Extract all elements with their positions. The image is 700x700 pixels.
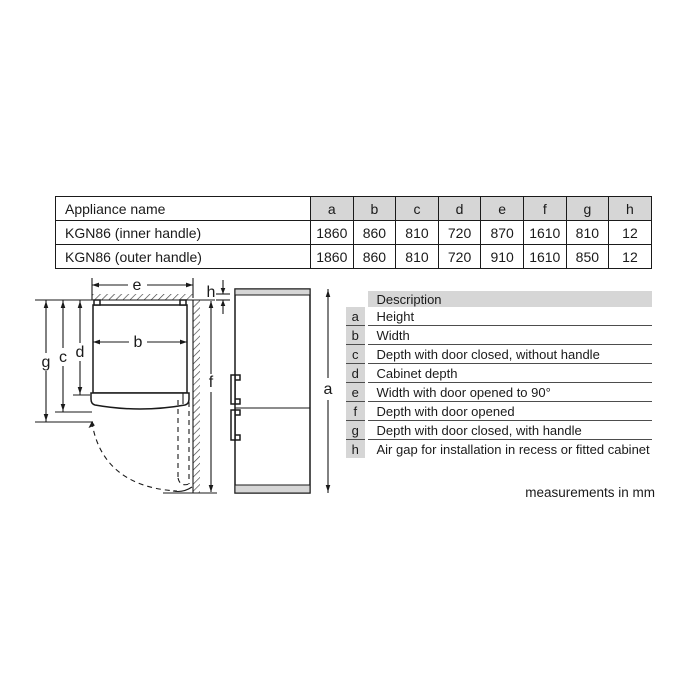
dim-description: Depth with door opened xyxy=(366,402,652,421)
appliance-spec-table xyxy=(55,196,652,269)
value-c: 810 xyxy=(396,221,439,245)
value-a: 1860 xyxy=(311,245,354,269)
description-row-h xyxy=(346,440,652,459)
description-row-b xyxy=(346,326,652,345)
dim-key: a xyxy=(346,307,366,326)
spec-header-row xyxy=(56,197,652,221)
dim-label-e: e xyxy=(132,277,142,294)
description-header-label: Description xyxy=(366,291,652,307)
dim-label-f: f xyxy=(208,374,214,391)
value-e: 910 xyxy=(481,245,524,269)
measurements-unit-note: measurements in mm xyxy=(525,485,655,500)
dimension-h xyxy=(207,280,230,314)
spec-header-b: b xyxy=(353,197,396,221)
dimension-d xyxy=(73,300,90,395)
dim-description: Depth with door closed, without handle xyxy=(366,345,652,364)
value-b: 860 xyxy=(353,221,396,245)
dim-key: c xyxy=(346,345,366,364)
dim-key: g xyxy=(346,421,366,440)
value-d: 720 xyxy=(438,221,481,245)
dim-description: Height xyxy=(366,307,652,326)
spec-header-a: a xyxy=(311,197,354,221)
dimension-f xyxy=(209,301,214,492)
fridge-front-view xyxy=(231,289,310,493)
value-g: 810 xyxy=(566,221,609,245)
value-e: 870 xyxy=(481,221,524,245)
description-header-key-cell xyxy=(346,291,366,307)
dim-label-c: c xyxy=(59,349,67,366)
value-h: 12 xyxy=(609,245,652,269)
dim-key: h xyxy=(346,440,366,459)
description-row-e xyxy=(346,383,652,402)
door-swing-arc xyxy=(89,400,193,492)
description-row-a xyxy=(346,307,652,326)
dim-description: Cabinet depth xyxy=(366,364,652,383)
dim-description: Air gap for installation in recess or fitted cabinet xyxy=(376,441,650,457)
description-row-f xyxy=(346,402,652,421)
spec-header-g: g xyxy=(566,197,609,221)
value-c: 810 xyxy=(396,245,439,269)
value-a: 1860 xyxy=(311,221,354,245)
dim-key: f xyxy=(346,402,366,421)
value-d: 720 xyxy=(438,245,481,269)
spec-header-e: e xyxy=(481,197,524,221)
dim-label-b: b xyxy=(133,334,143,351)
spec-header-c: c xyxy=(396,197,439,221)
value-h: 12 xyxy=(609,221,652,245)
dim-label-g: g xyxy=(41,354,51,371)
value-f: 1610 xyxy=(523,245,566,269)
dim-description: Depth with door closed, with handle xyxy=(366,421,652,440)
dim-key: d xyxy=(346,364,366,383)
value-b: 860 xyxy=(353,245,396,269)
description-row-g xyxy=(346,421,652,440)
value-f: 1610 xyxy=(523,221,566,245)
model-name: KGN86 (inner handle) xyxy=(56,221,311,245)
fridge-top-view xyxy=(91,300,189,409)
dim-description: Width with door opened to 90° xyxy=(366,383,652,402)
dim-label-a: a xyxy=(323,381,333,398)
spec-header-d: d xyxy=(438,197,481,221)
dimension-a xyxy=(324,289,333,493)
value-g: 850 xyxy=(566,245,609,269)
spec-header-appliance-name: Appliance name xyxy=(56,197,311,221)
spec-row-inner-handle xyxy=(56,221,652,245)
dim-label-d: d xyxy=(75,344,85,361)
dim-label-h: h xyxy=(206,284,216,301)
dim-key: e xyxy=(346,383,366,402)
description-header-row xyxy=(346,291,652,307)
dimension-diagram xyxy=(25,270,345,505)
spec-row-outer-handle xyxy=(56,245,652,269)
description-row-d xyxy=(346,364,652,383)
dimension-description-table xyxy=(346,291,652,458)
description-row-c xyxy=(346,345,652,364)
spec-header-h: h xyxy=(609,197,652,221)
spec-header-f: f xyxy=(523,197,566,221)
model-name: KGN86 (outer handle) xyxy=(56,245,311,269)
dim-key: b xyxy=(346,326,366,345)
dim-description: Width xyxy=(366,326,652,345)
